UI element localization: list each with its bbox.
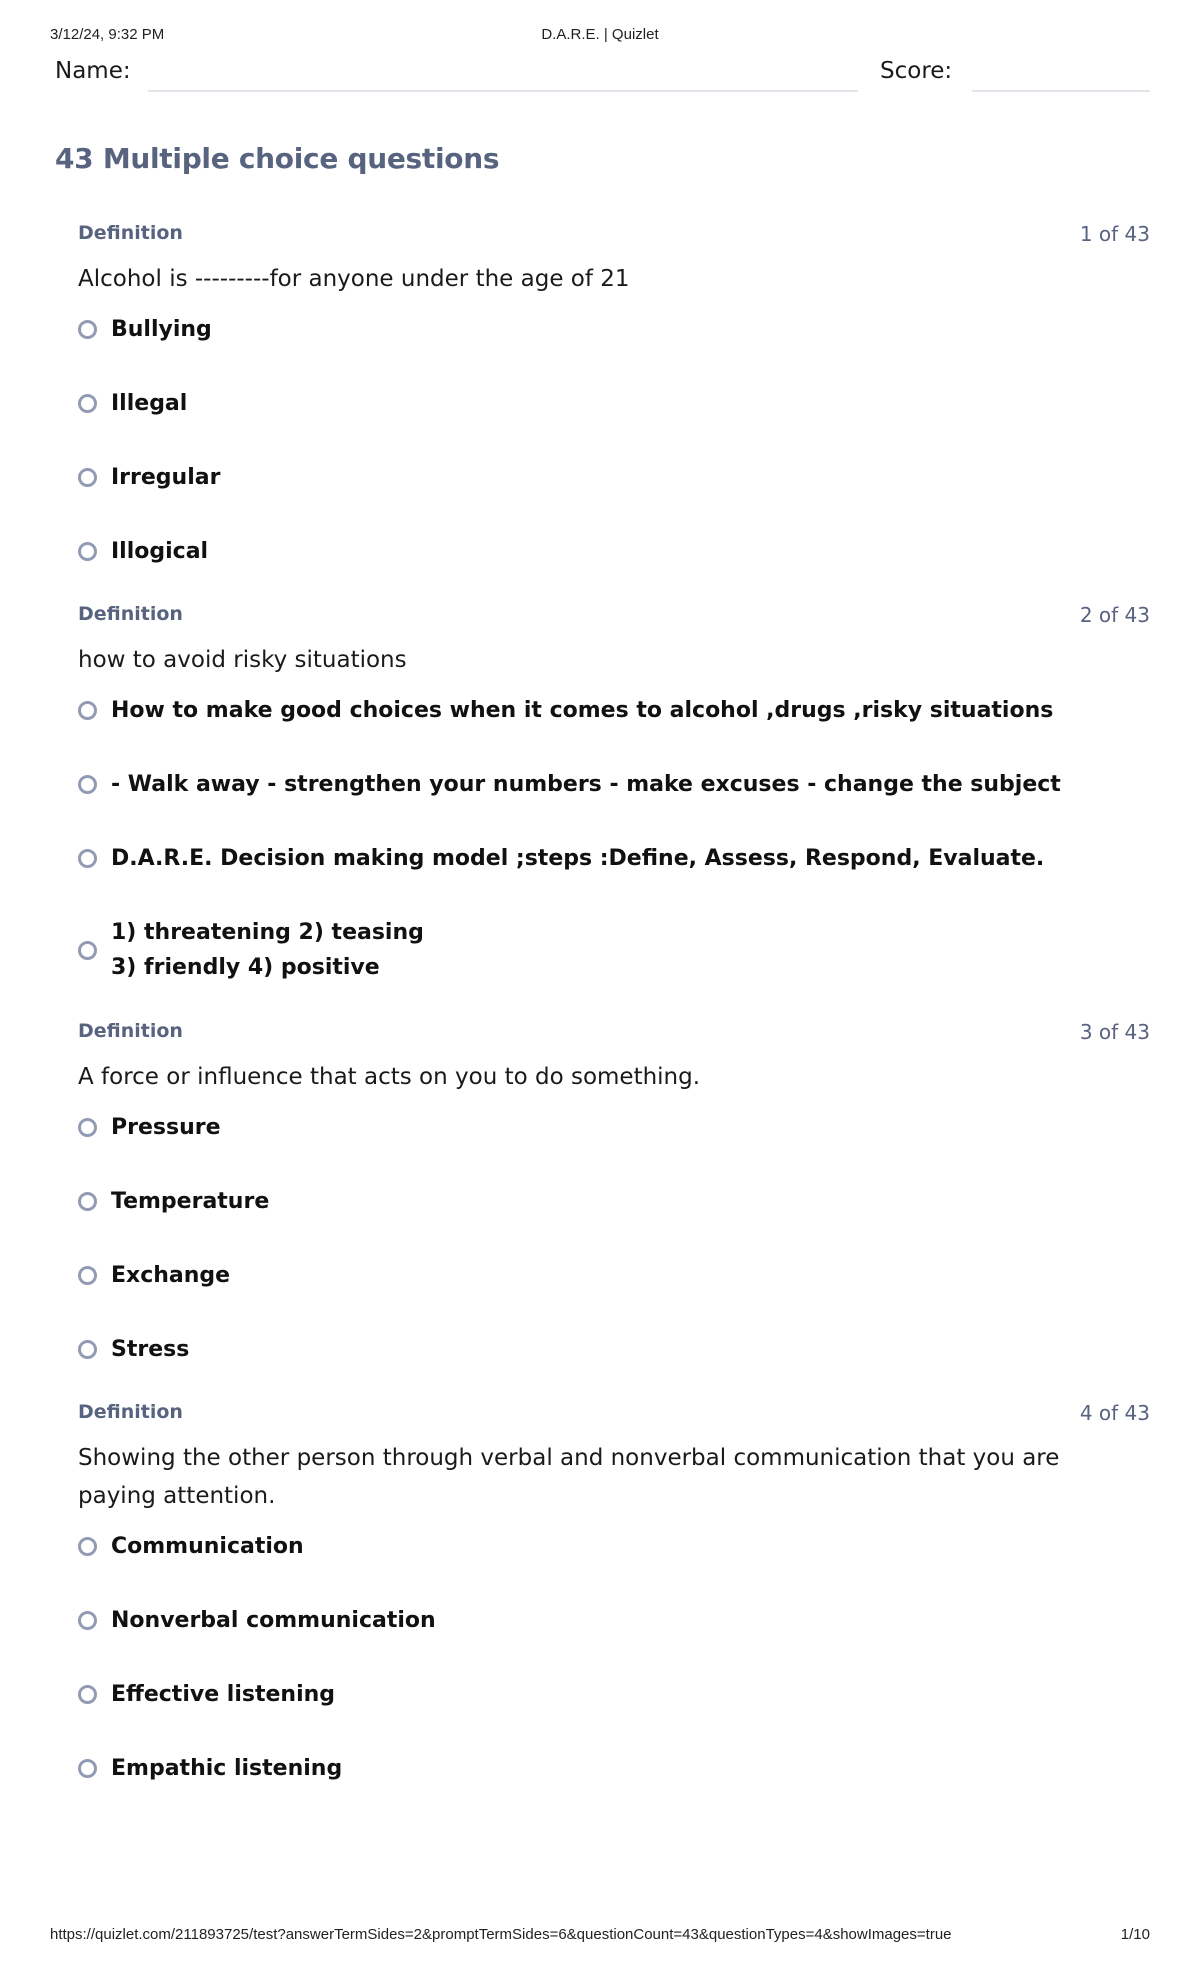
answer-option[interactable] — [78, 312, 1150, 347]
answer-option[interactable] — [78, 915, 1150, 985]
radio-circle-icon[interactable] — [78, 1537, 97, 1556]
question-counter: 2 of 43 — [1079, 603, 1150, 627]
question-header — [78, 603, 1150, 627]
question-counter: 4 of 43 — [1079, 1401, 1150, 1425]
radio-circle-icon[interactable] — [78, 941, 97, 960]
question-prompt: Alcohol is ---------for anyone under the age of 21 — [78, 266, 630, 292]
answer-option-line: 1) threatening 2) teasing — [111, 920, 424, 945]
question-type: Definition — [78, 1401, 183, 1423]
answer-option[interactable] — [78, 1184, 1150, 1219]
question-header — [78, 1401, 1150, 1425]
answer-option-text: D.A.R.E. Decision making model ;steps :Define, Assess, Respond, Evaluate. — [111, 846, 1045, 871]
question-header — [78, 222, 1150, 246]
question-4 — [78, 1401, 1150, 1825]
answer-option-text: Stress — [111, 1337, 190, 1362]
radio-circle-icon[interactable] — [78, 394, 97, 413]
question-header — [78, 1020, 1150, 1044]
question-counter: 3 of 43 — [1079, 1020, 1150, 1044]
radio-circle-icon[interactable] — [78, 542, 97, 561]
score-field[interactable] — [972, 90, 1150, 92]
radio-circle-icon[interactable] — [78, 1340, 97, 1359]
answer-option[interactable] — [78, 1110, 1150, 1145]
answer-option[interactable] — [78, 460, 1150, 495]
answer-option[interactable] — [78, 1332, 1150, 1367]
answer-option[interactable] — [78, 534, 1150, 569]
section-heading: 43 Multiple choice questions — [55, 142, 500, 175]
answer-option[interactable] — [78, 767, 1150, 802]
answer-option-text: Effective listening — [111, 1682, 336, 1707]
question-type: Definition — [78, 222, 183, 244]
answer-option[interactable] — [78, 841, 1150, 876]
answer-option-text: Communication — [111, 1534, 304, 1559]
print-date: 3/12/24, 9:32 PM — [50, 26, 165, 43]
answer-option-text: Temperature — [111, 1189, 270, 1214]
print-url: https://quizlet.com/211893725/test?answerTermSides=2&promptTermSides=6&questionCount=43&questionTypes=4&showImages=true — [50, 1926, 952, 1943]
print-page-number: 1/10 — [1120, 1926, 1150, 1943]
radio-circle-icon[interactable] — [78, 1192, 97, 1211]
radio-circle-icon[interactable] — [78, 1759, 97, 1778]
name-field[interactable] — [148, 90, 858, 92]
radio-circle-icon[interactable] — [78, 1118, 97, 1137]
answer-option-text: How to make good choices when it comes to alcohol ,drugs ,risky situations — [111, 698, 1054, 723]
answer-option[interactable] — [78, 1677, 1150, 1712]
radio-circle-icon[interactable] — [78, 775, 97, 794]
question-prompt: Showing the other person through verbal and nonverbal communication that you are paying attention. — [78, 1445, 1060, 1509]
answer-option-text: Pressure — [111, 1115, 221, 1140]
answer-option[interactable] — [78, 1258, 1150, 1293]
question-2 — [78, 603, 1150, 1019]
answer-option-text: Illogical — [111, 539, 209, 564]
question-type: Definition — [78, 1020, 183, 1042]
answer-option-text: Nonverbal communication — [111, 1608, 436, 1633]
question-prompt: how to avoid risky situations — [78, 647, 407, 673]
print-page-title: D.A.R.E. | Quizlet — [541, 26, 659, 43]
radio-circle-icon[interactable] — [78, 1611, 97, 1630]
answer-option[interactable] — [78, 1751, 1150, 1786]
question-prompt: A force or influence that acts on you to do something. — [78, 1064, 701, 1090]
answer-option[interactable] — [78, 1529, 1150, 1564]
answer-option[interactable] — [78, 1603, 1150, 1638]
print-header — [50, 26, 1150, 50]
print-footer — [50, 1926, 1150, 1946]
question-1 — [78, 222, 1150, 608]
question-3 — [78, 1020, 1150, 1406]
question-type: Definition — [78, 603, 183, 625]
answer-option[interactable] — [78, 386, 1150, 421]
name-label: Name: — [55, 58, 131, 84]
answer-options — [78, 693, 1150, 985]
answer-option-text: Exchange — [111, 1263, 231, 1288]
answer-option-text: - Walk away - strengthen your numbers - make excuses - change the subject — [111, 772, 1061, 797]
answer-option[interactable] — [78, 693, 1150, 728]
question-counter: 1 of 43 — [1079, 222, 1150, 246]
answer-option-text: Illegal — [111, 391, 188, 416]
name-score-row — [55, 58, 1150, 98]
answer-options — [78, 312, 1150, 569]
radio-circle-icon[interactable] — [78, 701, 97, 720]
answer-option-text: Empathic listening — [111, 1756, 343, 1781]
answer-options — [78, 1110, 1150, 1367]
radio-circle-icon[interactable] — [78, 320, 97, 339]
answer-option-text: Irregular — [111, 465, 221, 490]
answer-option-text — [111, 915, 424, 985]
radio-circle-icon[interactable] — [78, 1266, 97, 1285]
answer-option-line: 3) friendly 4) positive — [111, 955, 380, 980]
answer-options — [78, 1529, 1150, 1786]
radio-circle-icon[interactable] — [78, 849, 97, 868]
radio-circle-icon[interactable] — [78, 1685, 97, 1704]
answer-option-text: Bullying — [111, 317, 212, 342]
score-label: Score: — [880, 58, 953, 84]
radio-circle-icon[interactable] — [78, 468, 97, 487]
